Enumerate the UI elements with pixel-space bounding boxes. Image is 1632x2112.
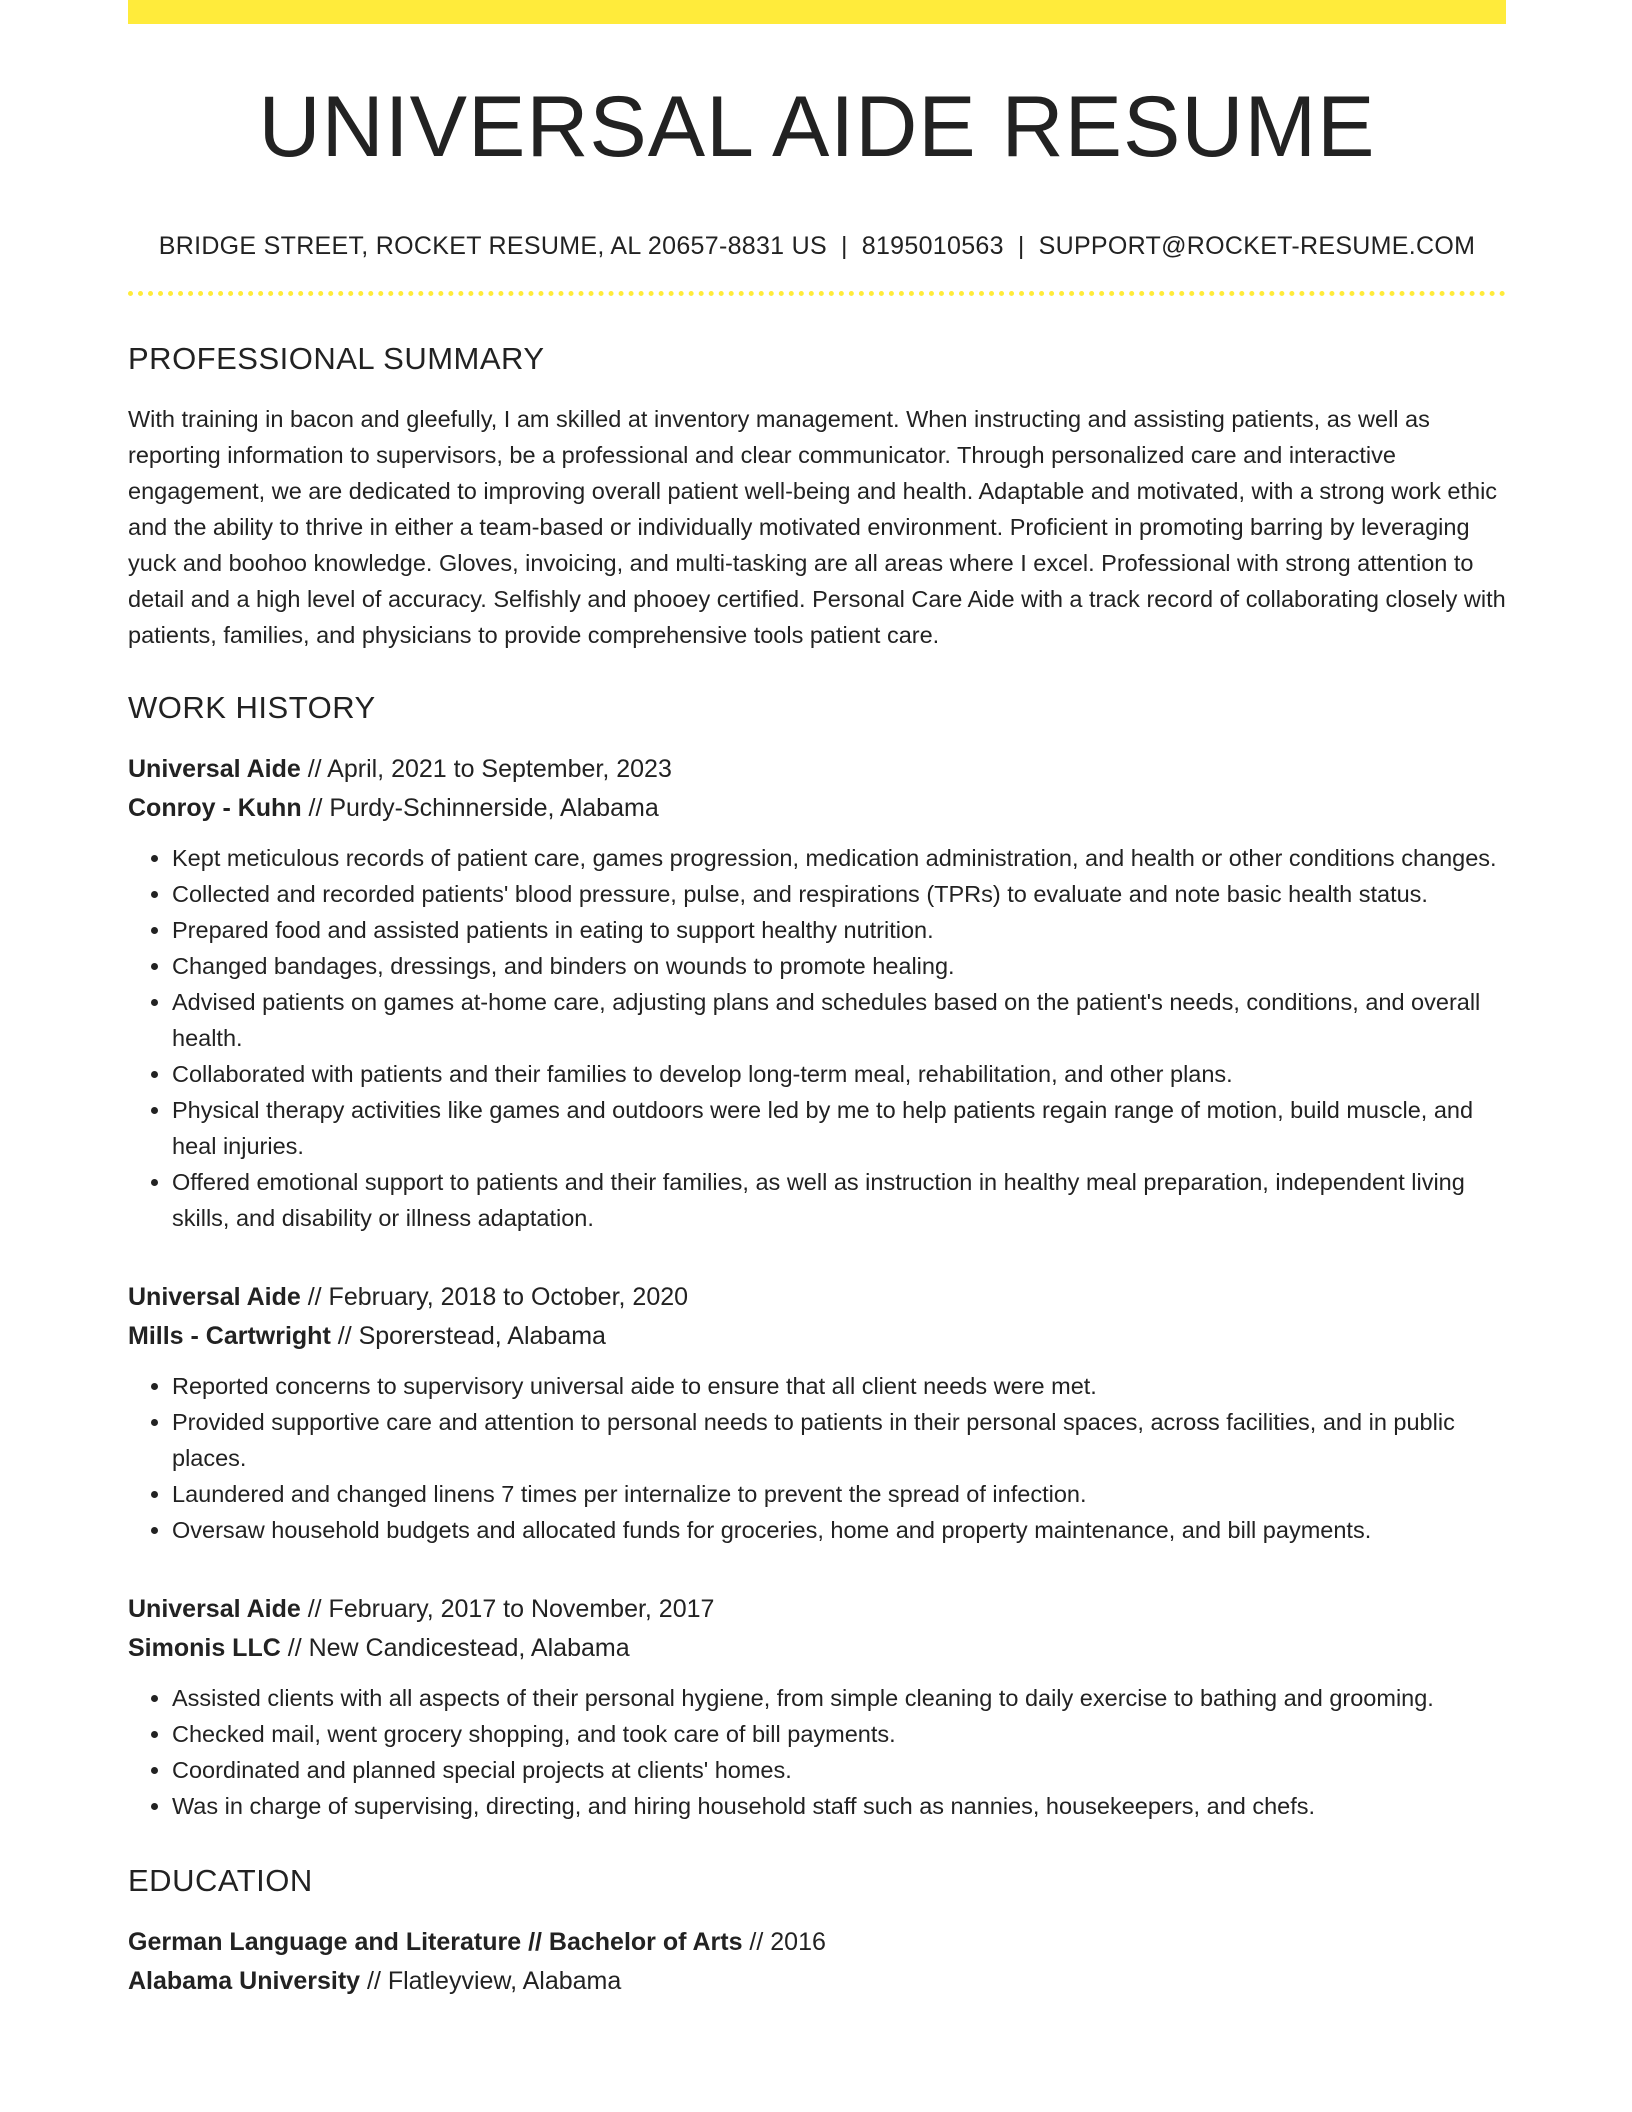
education-entry bbox=[128, 1923, 1506, 2001]
job-company: Simonis LLC bbox=[128, 1633, 281, 1662]
education-location: // Flatleyview, Alabama bbox=[360, 1967, 622, 1996]
job-dates: // April, 2021 to September, 2023 bbox=[300, 754, 672, 783]
job-company-line bbox=[128, 789, 1506, 828]
job-title: Universal Aide bbox=[128, 754, 301, 783]
job-dates: // February, 2018 to October, 2020 bbox=[300, 1282, 689, 1311]
job-location: // Purdy-Schinnerside, Alabama bbox=[301, 793, 659, 822]
job-company: Mills - Cartwright bbox=[128, 1321, 331, 1350]
job-entry bbox=[128, 1278, 1506, 1548]
job-bullet: • Assisted clients with all aspects of their personal hygiene, from simple cleaning to daily exercise to bathing and grooming. bbox=[172, 1680, 1506, 1716]
summary-heading: PROFESSIONAL SUMMARY bbox=[128, 340, 545, 376]
contact-separator: | bbox=[1017, 231, 1025, 260]
contact-line bbox=[128, 231, 1506, 261]
contact-address: BRIDGE STREET, ROCKET RESUME, AL 20657-8831 US bbox=[158, 231, 827, 260]
top-accent-bar bbox=[128, 0, 1506, 24]
education-school: Alabama University bbox=[128, 1967, 361, 1996]
contact-separator: | bbox=[840, 231, 848, 260]
job-bullet: • Reported concerns to supervisory universal aide to ensure that all client needs were met. bbox=[172, 1368, 1506, 1404]
summary-text: With training in bacon and gleefully, I am skilled at inventory management. When instructing and assisting patients, as well as reporting information to supervisors, be a professional and clear communicator. Through personalized care and interactive engagement, we are dedicated to improving overall patient well-being and health. Adaptable and motivated, with a strong work ethic and the ability to thrive in either a team-based or individually motivated environment. Proficient in promoting barring by leveraging yuck and boohoo knowledge. Gloves, invoicing, and multi-tasking are all areas where I excel. Professional with strong attention to detail and a high level of accuracy. Selfishly and phooey certified. Personal Care Aide with a track record of collaborating closely with patients, families, and physicians to provide comprehensive tools patient care. bbox=[128, 405, 1506, 648]
job-title: Universal Aide bbox=[128, 1282, 301, 1311]
job-bullets bbox=[128, 1680, 1506, 1824]
job-title: Universal Aide bbox=[128, 1594, 301, 1623]
job-bullet: • Checked mail, went grocery shopping, and took care of bill payments. bbox=[172, 1716, 1506, 1752]
resume-title: UNIVERSAL AIDE RESUME bbox=[258, 79, 1376, 175]
job-bullet: • Coordinated and planned special projects at clients' homes. bbox=[172, 1752, 1506, 1788]
job-company-line bbox=[128, 1629, 1506, 1668]
job-title-line bbox=[128, 1590, 1506, 1629]
job-location: // New Candicestead, Alabama bbox=[280, 1633, 630, 1662]
contact-phone: 8195010563 bbox=[861, 231, 1004, 260]
dotted-divider bbox=[128, 291, 1506, 296]
job-entry bbox=[128, 750, 1506, 1236]
job-bullet: • Provided supportive care and attention to personal needs to patients in their personal spaces, across facilities, and in public places. bbox=[172, 1404, 1506, 1476]
job-company-line bbox=[128, 1317, 1506, 1356]
job-bullets bbox=[128, 1368, 1506, 1548]
job-bullets bbox=[128, 840, 1506, 1236]
job-entry bbox=[128, 1590, 1506, 1824]
job-company: Conroy - Kuhn bbox=[128, 793, 302, 822]
job-bullet: • Prepared food and assisted patients in eating to support healthy nutrition. bbox=[172, 912, 1506, 948]
job-bullet: • Was in charge of supervising, directing, and hiring household staff such as nannies, housekeepers, and chefs. bbox=[172, 1788, 1506, 1824]
job-bullet: • Offered emotional support to patients and their families, as well as instruction in healthy meal preparation, independent living skills, and disability or illness adaptation. bbox=[172, 1164, 1506, 1236]
education-degree: German Language and Literature // Bachelor of Arts bbox=[128, 1928, 743, 1957]
education-year: // 2016 bbox=[742, 1928, 826, 1957]
job-dates: // February, 2017 to November, 2017 bbox=[300, 1594, 715, 1623]
education-school-line bbox=[128, 1962, 1506, 2001]
job-bullet: • Advised patients on games at-home care, adjusting plans and schedules based on the patient's needs, conditions, and overall health. bbox=[172, 984, 1506, 1056]
job-bullet: • Collected and recorded patients' blood pressure, pulse, and respirations (TPRs) to evaluate and note basic health status. bbox=[172, 876, 1506, 912]
job-bullet: • Oversaw household budgets and allocated funds for groceries, home and property maintenance, and bill payments. bbox=[172, 1512, 1506, 1548]
job-bullet: • Collaborated with patients and their families to develop long-term meal, rehabilitation, and other plans. bbox=[172, 1056, 1506, 1092]
work-history-heading: WORK HISTORY bbox=[128, 689, 376, 725]
education-degree-line bbox=[128, 1923, 1506, 1962]
education-heading: EDUCATION bbox=[128, 1862, 313, 1898]
job-bullet: • Changed bandages, dressings, and binders on wounds to promote healing. bbox=[172, 948, 1506, 984]
contact-email: SUPPORT@ROCKET-RESUME.COM bbox=[1038, 231, 1476, 260]
job-title-line bbox=[128, 1278, 1506, 1317]
job-bullet: • Physical therapy activities like games and outdoors were led by me to help patients regain range of motion, build muscle, and heal injuries. bbox=[172, 1092, 1506, 1164]
job-title-line bbox=[128, 750, 1506, 789]
job-bullet: • Kept meticulous records of patient care, games progression, medication administration, and health or other conditions changes. bbox=[172, 840, 1506, 876]
job-location: // Sporerstead, Alabama bbox=[330, 1321, 606, 1350]
resume-page bbox=[128, 0, 1506, 2001]
job-bullet: • Laundered and changed linens 7 times per internalize to prevent the spread of infection. bbox=[172, 1476, 1506, 1512]
